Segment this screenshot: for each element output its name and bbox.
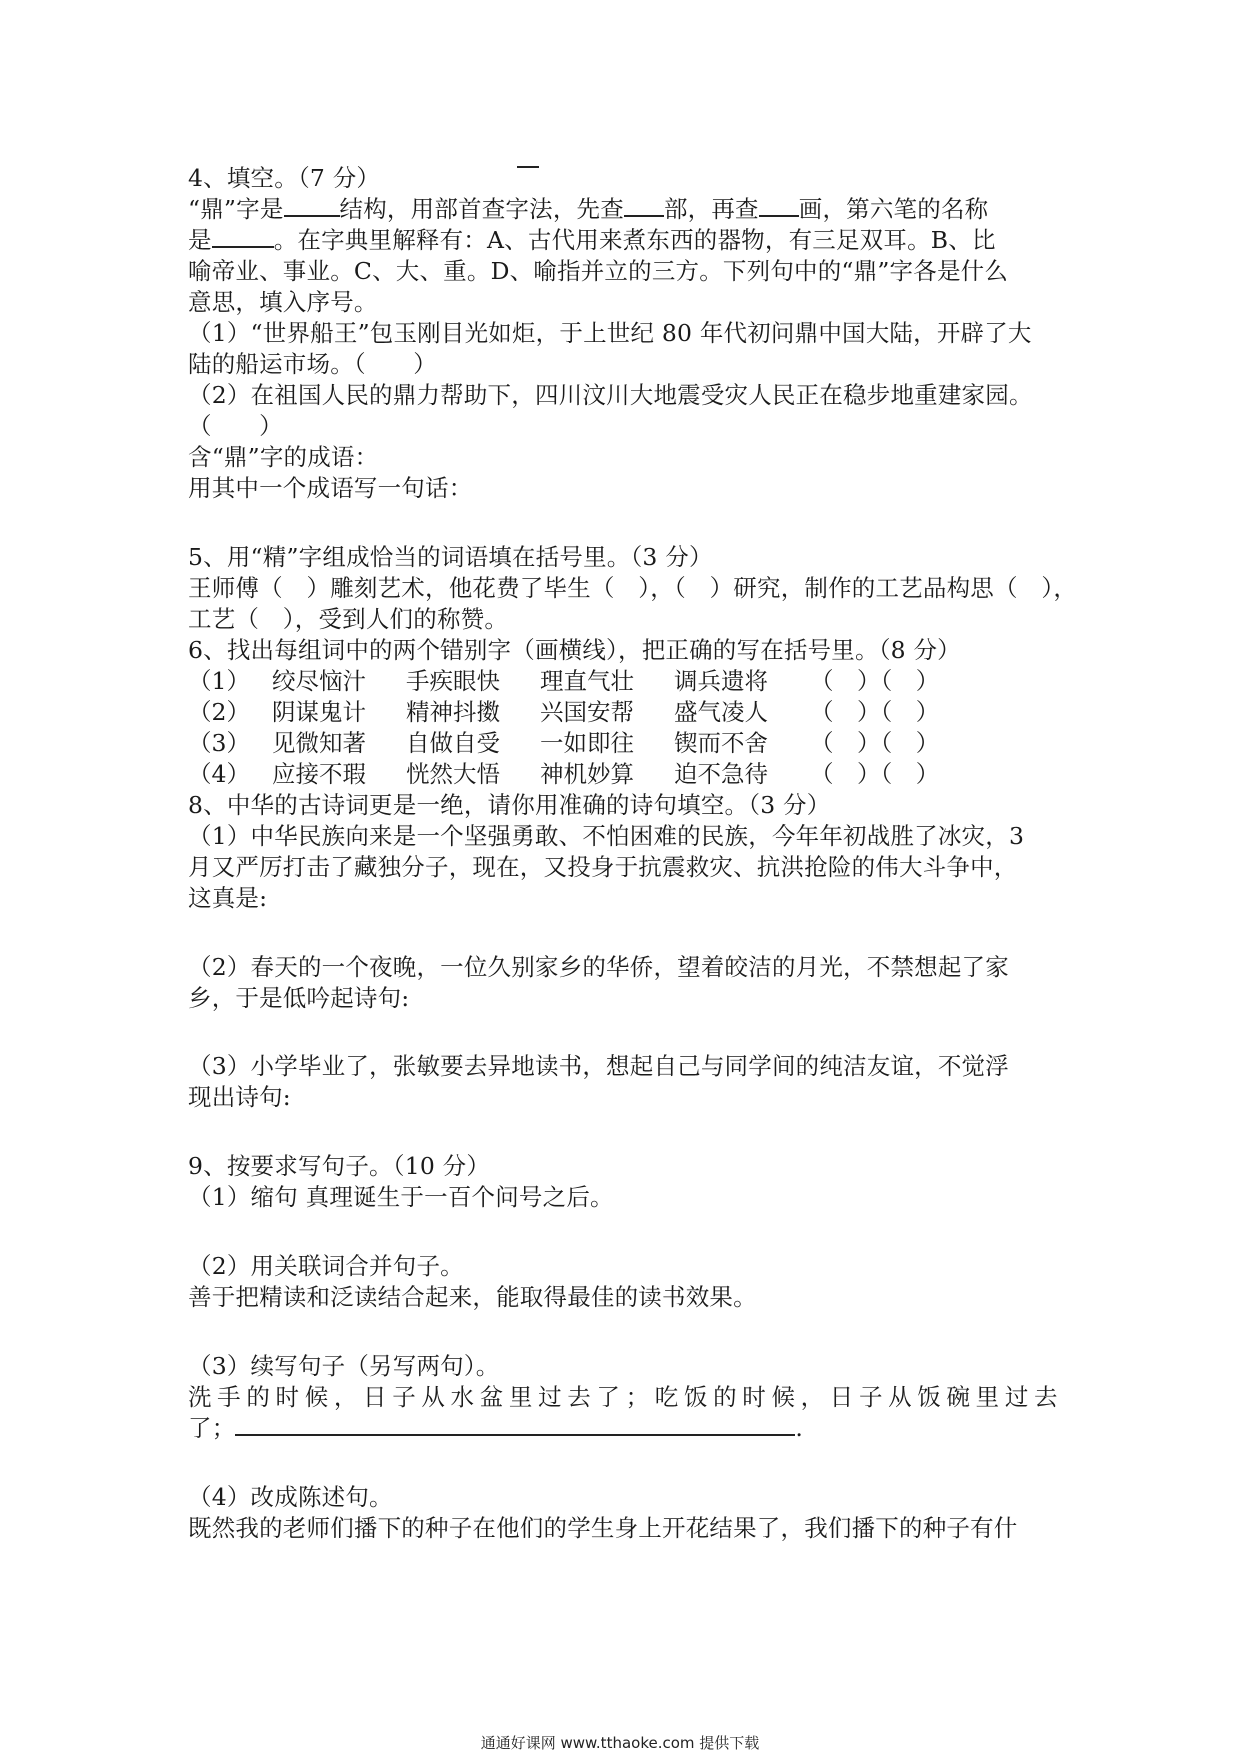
q4-text: 结构，用部首查字法，先查 [339, 195, 624, 223]
q6-word: 迫不急待 [674, 760, 768, 788]
q4-line-3: 喻帝业、事业。C、大、重。D、喻指并立的三方。下列句中的“鼎”字各是什么 [188, 257, 1009, 285]
q4-text: “鼎”字是 [188, 195, 284, 223]
char: 的 [713, 1383, 737, 1411]
char: 饭 [683, 1383, 708, 1411]
q8-p1c: 这真是: [188, 884, 268, 912]
q6-word: 兴国安帮 [540, 698, 634, 726]
q6-word: 阴谋鬼计 [272, 698, 366, 726]
q6-word: 调兵遗将 [674, 667, 768, 695]
q4-text: 画，第六笔的名称 [798, 195, 989, 223]
q4-text: 。在字典里解释有：A、古代用来煮东西的器物，有三足双耳。B、比 [273, 226, 996, 254]
q5-line-2: 工艺（ ），受到人们的称赞。 [188, 605, 509, 633]
char: 了 [596, 1383, 621, 1411]
q6-word: 一如即往 [540, 729, 634, 757]
char: 水 [450, 1383, 475, 1411]
q6-word: 应接不瑕 [272, 760, 366, 788]
q9-a3-sentence [188, 1381, 1058, 1413]
q4-sentence-1a: （1）“世界船王”包玉刚目光如炬，于上世纪 80 年代初问鼎中国大陆，开辟了大 [188, 319, 1032, 347]
q4-line-2 [188, 224, 1068, 256]
q9-a2-sentence: 善于把精读和泛读结合起来，能取得最佳的读书效果。 [188, 1283, 757, 1311]
q8-p3b: 现出诗句: [188, 1083, 291, 1111]
q9-a1: （1）缩句 真理诞生于一百个问号之后。 [188, 1183, 614, 1211]
q4-text: 部，再查 [663, 195, 759, 223]
q9-a3: （3）续写句子（另写两句）。 [188, 1352, 500, 1380]
q6-word: 理直气壮 [540, 667, 634, 695]
char: 洗 [188, 1383, 212, 1411]
q9-a4: （4）改成陈述句。 [188, 1483, 393, 1511]
q6-word: 自做自受 [406, 729, 500, 757]
q4-sentence-2a: （2）在祖国人民的鼎力帮助下，四川汶川大地震受灾人民正在稳步地重建家园。 [188, 381, 1033, 409]
q6-title: 6、找出每组词中的两个错别字（画横线），把正确的写在括号里。（8 分） [188, 636, 961, 664]
q5-line-1: 王师傅（ ）雕刻艺术，他花费了毕生（ ），（ ）研究，制作的工艺品构思（ ）， [188, 574, 1078, 602]
char: 盆 [479, 1383, 504, 1411]
q6-word: 锲而不舍 [674, 729, 768, 757]
q6-word: 神机妙算 [540, 760, 634, 788]
char: 的 [246, 1383, 271, 1411]
char: 子 [392, 1383, 416, 1411]
char: 饭 [917, 1383, 941, 1411]
continuation-answer-line[interactable] [235, 1412, 795, 1436]
q6-answer-brackets[interactable]: （ ）（ ） [810, 698, 940, 726]
blank-stroke-name[interactable] [212, 224, 274, 248]
q8-p2a: （2）春天的一个夜晚，一位久别家乡的华侨，望着皎洁的月光，不禁想起了家 [188, 953, 1009, 981]
char: 去 [1033, 1383, 1058, 1411]
q6-answer-brackets[interactable]: （ ）（ ） [810, 729, 940, 757]
char: 里 [975, 1383, 1000, 1411]
char: 手 [217, 1383, 241, 1411]
q9-a4-sentence: 既然我的老师们播下的种子在他们的学生身上开花结果了，我们播下的种子有什 [188, 1514, 1018, 1542]
q4-text: 是 [188, 226, 212, 254]
q9-title: 9、按要求写句子。（10 分） [188, 1152, 491, 1180]
char: 过 [538, 1383, 562, 1411]
char: 里 [508, 1383, 533, 1411]
q6-answer-brackets[interactable]: （ ）（ ） [810, 760, 940, 788]
char: 子 [858, 1383, 883, 1411]
char: ， [333, 1383, 358, 1411]
char: 吃 [654, 1383, 679, 1411]
char: ； [625, 1383, 650, 1411]
q6-word: 绞尽恼汁 [272, 667, 366, 695]
q6-num: （4） [188, 760, 250, 788]
blank-strokes[interactable] [759, 193, 799, 217]
q6-word: 盛气凌人 [674, 698, 768, 726]
q8-p3a: （3）小学毕业了，张敏要去异地读书，想起自己与同学间的纯洁友谊，不觉浮 [188, 1052, 1009, 1080]
q9-a2: （2）用关联词合并句子。 [188, 1252, 464, 1280]
char: 候 [771, 1383, 796, 1411]
q6-num: （1） [188, 667, 250, 695]
q4-sentence-2b: （ ） [188, 412, 283, 440]
q6-word: 恍然大悟 [406, 760, 500, 788]
q5-title: 5、用“精”字组成恰当的词语填在括号里。（3 分） [188, 543, 713, 571]
char: 碗 [946, 1383, 971, 1411]
q4-line-1 [188, 193, 1068, 225]
q4-sentence-1b: 陆的船运市场。（ ） [188, 350, 437, 378]
char: 候 [304, 1383, 329, 1411]
char: 日 [363, 1383, 387, 1411]
blank-radical[interactable] [624, 193, 664, 217]
char: 时 [275, 1383, 300, 1411]
q6-word: 见微知著 [272, 729, 366, 757]
char: 时 [742, 1383, 766, 1411]
q9-text: . [795, 1414, 804, 1442]
q6-answer-brackets[interactable]: （ ）（ ） [810, 667, 940, 695]
q6-num: （3） [188, 729, 250, 757]
q6-num: （2） [188, 698, 250, 726]
q4-line-4: 意思，填入序号。 [188, 288, 378, 316]
q9-a3-continuation [188, 1412, 1068, 1444]
q6-word: 手疾眼快 [406, 667, 500, 695]
char: 日 [829, 1383, 854, 1411]
q4-sentence-prompt: 用其中一个成语写一句话： [188, 474, 473, 502]
q8-p1a: （1）中华民族向来是一个坚强勇敢、不怕困难的民族，今年年初战胜了冰灾，3 [188, 822, 1025, 850]
q8-p1b: 月又严厉打击了藏独分子，现在，又投身于抗震救灾、抗洪抢险的伟大斗争中， [188, 853, 1018, 881]
q6-word: 精神抖擞 [406, 698, 500, 726]
q9-text: 了； [188, 1414, 236, 1442]
char: 从 [888, 1383, 912, 1411]
q8-p2b: 乡，于是低吟起诗句: [188, 984, 410, 1012]
footer-source: 通通好课网 www.tthaoke.com 提供下载 [480, 1734, 760, 1752]
char: 从 [421, 1383, 446, 1411]
char: ， [800, 1383, 825, 1411]
q4-title: 4、填空。（7 分） [188, 164, 381, 192]
char: 过 [1004, 1383, 1029, 1411]
q4-idiom-prompt: 含“鼎”字的成语： [188, 443, 379, 471]
char: 去 [567, 1383, 591, 1411]
blank-structure[interactable] [284, 193, 340, 217]
q8-title: 8、中华的古诗词更是一绝，请你用准确的诗句填空。（3 分） [188, 791, 831, 819]
